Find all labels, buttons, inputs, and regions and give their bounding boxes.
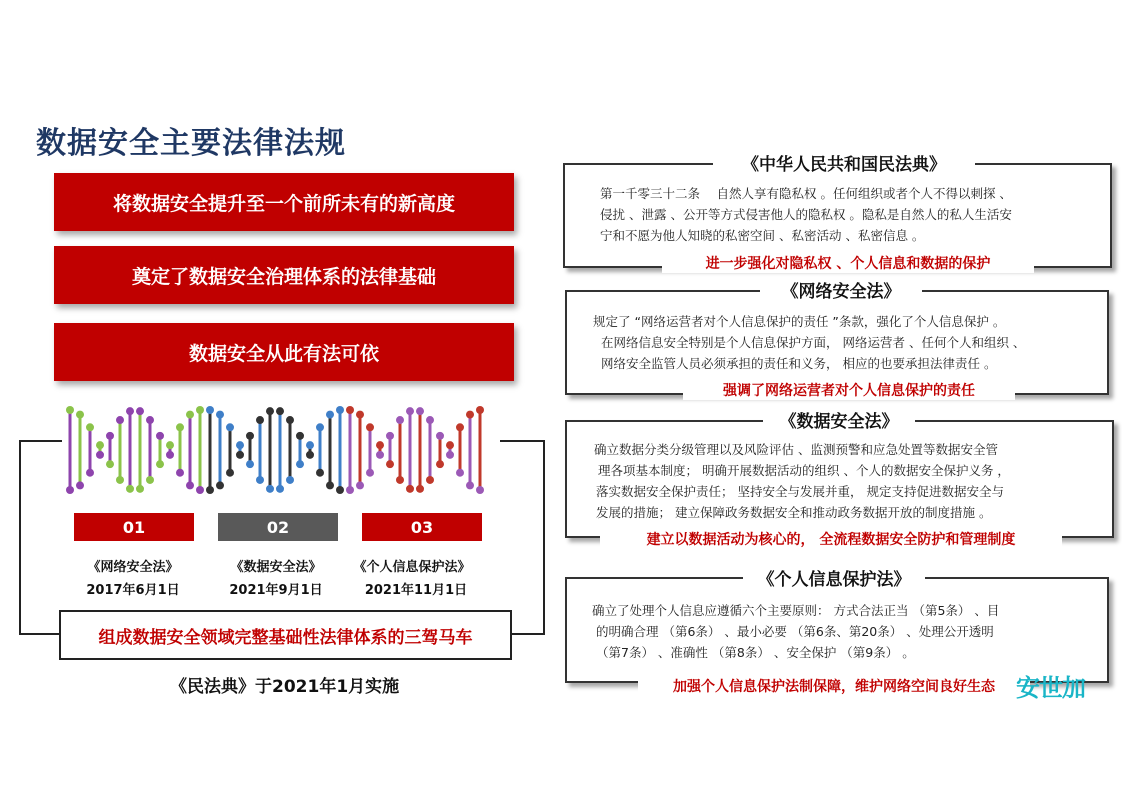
dna-node (386, 432, 394, 440)
dna-node (76, 481, 84, 489)
dna-node (266, 485, 274, 493)
banner-legal-foundation: 奠定了数据安全治理体系的法律基础 (54, 246, 514, 304)
card-civil-code-title: 《中华人民共和国民法典》 (713, 150, 975, 175)
dna-node (126, 407, 134, 415)
law-name-cybersecurity: 《网络安全法》 (87, 560, 179, 575)
dna-node (476, 406, 484, 414)
dna-node (216, 481, 224, 489)
dna-node (166, 441, 174, 449)
dna-node (336, 486, 344, 494)
law-number-01: 01 (74, 513, 194, 541)
card-cybersecurity-law-body: 规定了 “网络运营者对个人信息保护的责任 ”条款，强化了个人信息保护 。 在网络信息安全特别是个人信息保护方面， 网络运营者 、任何个人和组织 、 网络安全监管人员必须承担的责任和义务， 相应的也要承担法律责任 。 (593, 314, 1026, 371)
dna-node (86, 469, 94, 477)
dna-node (326, 411, 334, 419)
dna-node (446, 441, 454, 449)
dna-node (376, 451, 384, 459)
dna-node (346, 406, 354, 414)
dna-node (86, 423, 94, 431)
dna-node (286, 416, 294, 424)
dna-node (326, 481, 334, 489)
banner-law-basis: 数据安全从此有法可依 (54, 323, 514, 381)
dna-node (316, 423, 324, 431)
dna-node (356, 481, 364, 489)
dna-node (366, 469, 374, 477)
dna-node (296, 460, 304, 468)
law-number-02: 02 (218, 513, 338, 541)
dna-node (296, 432, 304, 440)
dna-node (106, 460, 114, 468)
dna-node (66, 486, 74, 494)
dna-node (186, 411, 194, 419)
dna-node (386, 460, 394, 468)
dna-node (336, 406, 344, 414)
dna-node (226, 423, 234, 431)
dna-node (166, 451, 174, 459)
card-data-security-law-note: 建立以数据活动为核心的， 全流程数据安全防护和管理制度 (600, 529, 1062, 549)
dna-node (456, 423, 464, 431)
dna-node (396, 476, 404, 484)
dna-node (396, 416, 404, 424)
dna-node (286, 476, 294, 484)
dna-node (156, 460, 164, 468)
page-title: 数据安全主要法律法规 (36, 126, 346, 161)
dna-node (426, 416, 434, 424)
dna-node (256, 416, 264, 424)
law-date-data-security: 2021年9月1日 (229, 583, 323, 598)
dna-node (356, 411, 364, 419)
dna-node (126, 485, 134, 493)
dna-node (306, 451, 314, 459)
brand-logo: 安世加 (1016, 674, 1085, 702)
dna-node (466, 481, 474, 489)
dna-node (146, 476, 154, 484)
dna-node (416, 485, 424, 493)
dna-node (196, 406, 204, 414)
dna-node (186, 481, 194, 489)
card-cybersecurity-law-note: 强调了网络运营者对个人信息保护的责任 (683, 380, 1015, 400)
dna-node (436, 432, 444, 440)
dna-node (76, 411, 84, 419)
dna-node (246, 432, 254, 440)
dna-node (206, 406, 214, 414)
dna-node (426, 476, 434, 484)
summary-box: 组成数据安全领域完整基础性法律体系的三驾马车 (59, 610, 512, 660)
dna-node (176, 423, 184, 431)
dna-node (376, 441, 384, 449)
dna-node (236, 451, 244, 459)
dna-node (366, 423, 374, 431)
dna-node (466, 411, 474, 419)
dna-node (446, 451, 454, 459)
card-data-security-law-body: 确立数据分类分级管理以及风险评估 、监测预警和应急处置等数据安全管 理各项基本制度； 明确开展数据活动的组织 、个人的数据安全保护义务 ， 落实数据安全保护责任； 坚持安全与发展并重， 规定支持促进数据安全与 发展的措施； 建立保障政务数据安全和推动政务数据开放的制度措施 。 (594, 442, 1010, 520)
dna-node (256, 476, 264, 484)
dna-node (176, 469, 184, 477)
dna-node (136, 485, 144, 493)
card-cybersecurity-law-title: 《网络安全法》 (760, 277, 922, 302)
dna-node (96, 451, 104, 459)
dna-node (306, 441, 314, 449)
dna-node (246, 460, 254, 468)
card-personal-info-law-note: 加强个人信息保护法制保障，维护网络空间良好生态 (638, 676, 1030, 696)
card-civil-code-body: 第一千零三十二条 自然人享有隐私权 。任何组织或者个人不得以刺探 、 侵扰 、泄露 、公开等方式侵害他人的隐私权 。隐私是自然人的私人生活安 宁和不愿为他人知晓的私密空间 、私密活动 、私密信息 。 (600, 186, 1012, 243)
dna-node (116, 416, 124, 424)
law-date-cybersecurity: 2017年6月1日 (86, 583, 180, 598)
law-name-data-security: 《数据安全法》 (230, 560, 322, 575)
card-civil-code-note: 进一步强化对隐私权 、个人信息和数据的保护 (662, 253, 1034, 273)
dna-node (436, 460, 444, 468)
dna-node (226, 469, 234, 477)
law-name-personal-info: 《个人信息保护法》 (353, 560, 471, 575)
dna-node (456, 469, 464, 477)
dna-node (276, 407, 284, 415)
dna-node (416, 407, 424, 415)
dna-node (196, 486, 204, 494)
dna-node (316, 469, 324, 477)
dna-node (66, 406, 74, 414)
law-number-03: 03 (362, 513, 482, 541)
banner-new-height: 将数据安全提升至一个前所未有的新高度 (54, 173, 514, 231)
card-data-security-law-title: 《数据安全法》 (763, 407, 915, 432)
dna-node (156, 432, 164, 440)
card-personal-info-law-body: 确立了处理个人信息应遵循六个主要原则： 方式合法正当 （第5条） 、目 的明确合理 （第6条） 、最小必要 （第6条、第20条） 、处理公开透明 （第7条） 、准确性 （第8条） 、安全保护 （第9条） 。 (592, 603, 1000, 660)
dna-node (96, 441, 104, 449)
law-date-personal-info: 2021年11月1日 (364, 583, 468, 598)
dna-node (236, 441, 244, 449)
dna-node (206, 486, 214, 494)
dna-node (116, 476, 124, 484)
dna-node (346, 486, 354, 494)
dna-node (106, 432, 114, 440)
card-personal-info-law-title: 《个人信息保护法》 (743, 565, 925, 590)
dna-node (266, 407, 274, 415)
dna-node (146, 416, 154, 424)
dna-helix-graphic (62, 398, 502, 502)
dna-node (136, 407, 144, 415)
dna-node (276, 485, 284, 493)
dna-node (406, 485, 414, 493)
dna-node (476, 486, 484, 494)
civil-code-implement-note: 《民法典》于2021年1月实施 (170, 677, 400, 697)
dna-node (216, 411, 224, 419)
dna-node (406, 407, 414, 415)
